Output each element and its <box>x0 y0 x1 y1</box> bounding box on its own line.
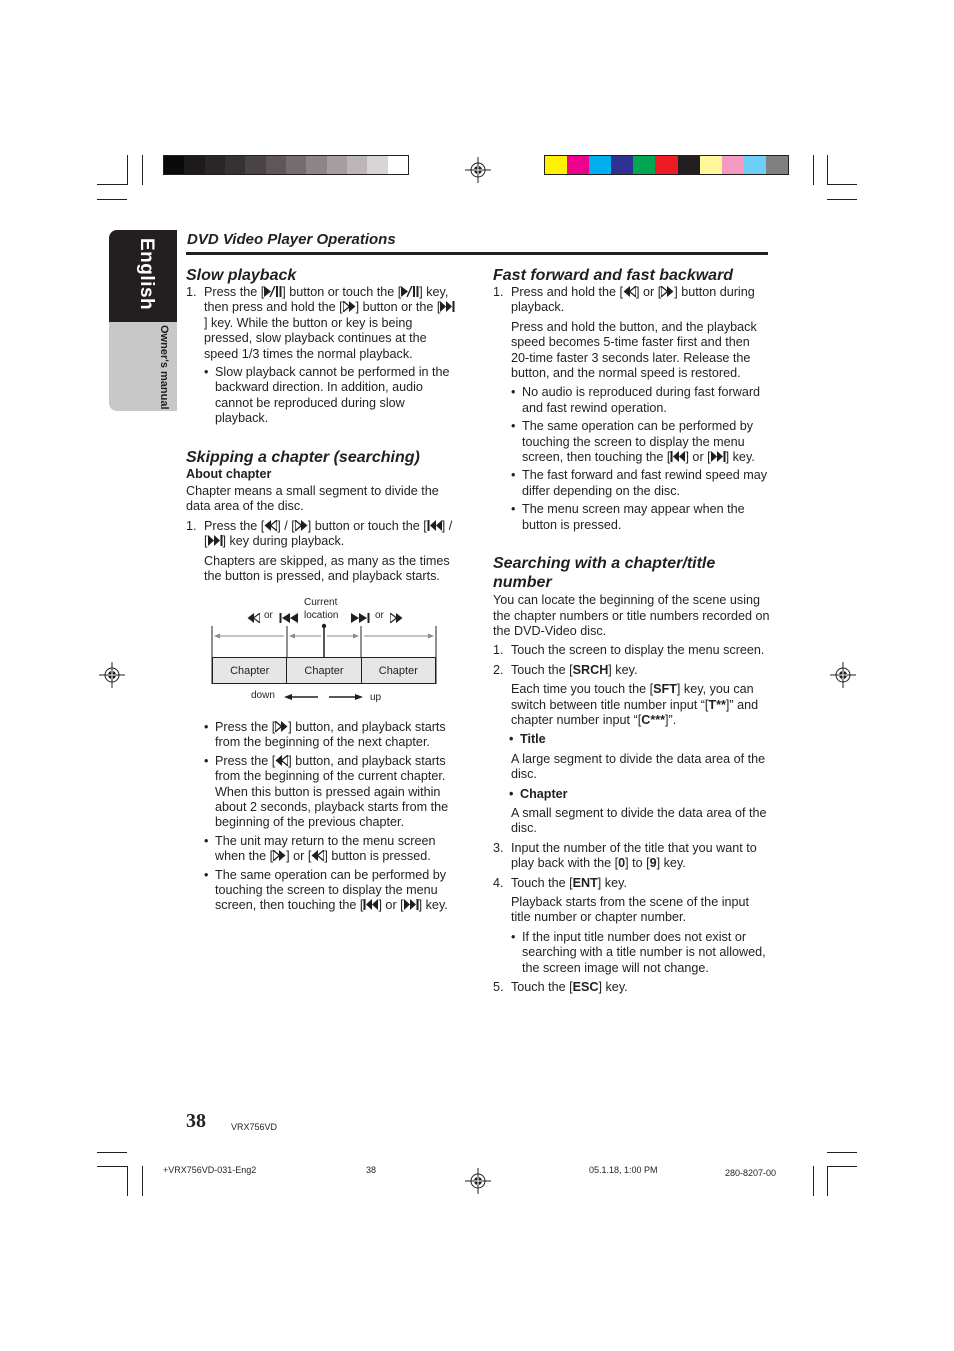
chapter-definition-label: • Chapter <box>511 787 771 802</box>
color-calibration-bar <box>544 155 789 175</box>
fast-forward-bullet-audio: • No audio is reproduced during fast forward and fast rewind operation. <box>511 385 771 416</box>
skipping-bullet-next: • Press the [ ] button, and playback starts from the beginning of the next chapter. <box>204 720 458 751</box>
skip-next-icon <box>404 899 419 910</box>
play-pause-key-icon <box>401 286 419 297</box>
rewind-icon <box>623 286 636 297</box>
color-swatch <box>678 156 700 174</box>
fast-forward-icon <box>661 286 674 297</box>
tab-section-label: Owner's manual <box>158 325 170 410</box>
fast-forward-step-1: 1. Press and hold the [ ] or [ ] button during playback. <box>493 285 755 315</box>
color-swatch <box>633 156 655 174</box>
searching-step-4-note: Playback starts from the scene of the input title number or chapter number. <box>511 895 750 925</box>
skipping-bullet-current: • Press the [ ] button, and playback starts from the beginning of the current chapter. When this button is pressed again within about 2 seconds, playback starts from the beginning of the previous chapter. <box>204 754 458 831</box>
slow-playback-note: • Slow playback cannot be performed in the backward direction. In addition, audio cannot be reproduced during slow playback. <box>204 365 458 427</box>
page-header-title: DVD Video Player Operations <box>187 231 396 248</box>
diagram-down-label: down <box>251 690 275 701</box>
rewind-icon <box>264 520 277 531</box>
skipping-bullet-menu: • The unit may return to the menu screen when the [ ] or [ ] button is pressed. <box>204 834 458 865</box>
searching-step-3: 3. Input the number of the title that you want to play back with the [0] to [9] key. <box>493 840 757 871</box>
color-swatch <box>327 156 347 174</box>
chapter-diagram <box>200 596 450 706</box>
searching-step-2-note: Each time you touch the [SFT] key, you can switch between title number input “[T**]” and chapter number input “[C***]”. <box>511 682 759 727</box>
color-swatch <box>205 156 225 174</box>
fast-forward-icon <box>275 721 288 732</box>
searching-step-4-bullet: • If the input title number does not exist or searching with a title number is not allowed, the screen image will not change. <box>511 930 771 976</box>
color-swatch <box>388 156 408 174</box>
color-swatch <box>164 156 184 174</box>
section-title-searching: Searching with a chapter/title number <box>493 555 716 592</box>
searching-step-4: 4. Touch the [ENT] key. <box>493 875 627 890</box>
skipping-bullets <box>204 720 458 914</box>
fast-forward-icon <box>273 850 286 861</box>
color-swatch <box>700 156 722 174</box>
grayscale-calibration-bar <box>163 155 409 175</box>
header-rule <box>186 252 768 255</box>
skipping-step-1-note: Chapters are skipped, as many as the times the button is pressed, and playback starts. <box>204 553 450 584</box>
chapter-cell: Chapter <box>213 658 287 683</box>
fast-forward-step-1-note: Press and hold the button, and the playback speed becomes 5-time faster first and then 20-time faster 3 seconds later. Release the button, and the normal speed is restored. <box>511 319 757 381</box>
fast-forward-icon <box>295 520 308 531</box>
registration-target-icon <box>830 662 856 688</box>
right-column <box>493 266 771 995</box>
searching-step-5: 5. Touch the [ESC] key. <box>493 980 628 995</box>
diagram-current-label-1: Current <box>304 597 338 608</box>
about-chapter-text: Chapter means a small segment to divide the data area of the disc. <box>186 484 439 514</box>
skip-next-icon <box>440 301 455 312</box>
color-swatch <box>766 156 788 174</box>
rewind-icon <box>311 850 324 861</box>
about-chapter-label: About chapter <box>186 466 272 481</box>
color-swatch <box>567 156 589 174</box>
color-swatch <box>545 156 567 174</box>
page-number: 38 <box>186 1110 206 1132</box>
language-tab <box>109 230 177 411</box>
searching-intro: You can locate the beginning of the scene using the chapter numbers or title numbers recorded on the DVD-Video disc. <box>493 593 770 638</box>
title-definition-label: • Title <box>511 732 771 747</box>
color-swatch <box>722 156 744 174</box>
skip-next-icon <box>711 451 726 462</box>
fast-forward-bullet-touch: • The same operation can be performed by touching the screen to display the menu screen, then touching the [ ] or [ ] key. <box>511 419 771 465</box>
rewind-icon <box>275 755 288 766</box>
skip-previous-icon <box>670 451 685 462</box>
diagram-or-left: or <box>264 610 273 621</box>
searching-step-2: 2. Touch the [SRCH] key. <box>493 662 638 677</box>
chapter-cell: Chapter <box>287 658 361 683</box>
slow-playback-step-1: 1. Press the [ ] button or touch the [ ] key, then press and hold the [ ] button or the [] key. While the button or key is being pressed, slow playback continues at the speed 1/3 times the normal playback. <box>186 285 458 362</box>
section-title-fast-forward: Fast forward and fast backward <box>493 267 734 284</box>
color-swatch <box>225 156 245 174</box>
footer-file: +VRX756VD-031-Eng2 <box>163 1165 257 1175</box>
skipping-step-1: 1. Press the [ ] / [ ] button or touch the [ ] / [ ] key during playback. <box>186 518 453 549</box>
play-pause-icon <box>264 286 282 297</box>
footer-timestamp: 05.1.18, 1:00 PM <box>589 1165 658 1175</box>
chapter-definition-text: A small segment to divide the data area of the disc. <box>511 805 767 836</box>
skip-previous-icon <box>427 520 442 531</box>
color-swatch <box>655 156 677 174</box>
section-title-skipping: Skipping a chapter (searching) <box>186 448 420 466</box>
skipping-bullet-touch: • The same operation can be performed by touching the screen to display the menu screen, then touching the [ ] or [ ] key. <box>204 868 458 914</box>
color-swatch <box>744 156 766 174</box>
diagram-or-right: or <box>375 610 384 621</box>
footer-model: VRX756VD <box>231 1122 278 1132</box>
chapter-strip <box>212 657 436 684</box>
color-swatch <box>589 156 611 174</box>
registration-target-icon <box>99 662 125 688</box>
fast-forward-bullet-speed: • The fast forward and fast rewind speed may differ depending on the disc. <box>511 468 771 499</box>
srch-key-label: SRCH <box>572 662 609 677</box>
footer-part-number: 280-8207-00 <box>725 1168 777 1178</box>
left-column <box>186 266 458 585</box>
registration-target-icon <box>465 1168 491 1194</box>
color-swatch <box>184 156 204 174</box>
section-title-slow-playback: Slow playback <box>186 267 297 284</box>
diagram-current-label-2: location <box>304 610 339 621</box>
searching-step-1: 1. Touch the screen to display the menu screen. <box>493 643 765 658</box>
tab-language-label: English <box>136 238 157 311</box>
skip-previous-icon <box>363 899 378 910</box>
diagram-lines <box>200 596 450 706</box>
color-swatch <box>306 156 326 174</box>
registration-target-icon <box>465 157 491 183</box>
title-definition-text: A large segment to divide the data area of the disc. <box>511 751 766 782</box>
fast-forward-bullet-menu: • The menu screen may appear when the button is pressed. <box>511 502 771 533</box>
chapter-cell: Chapter <box>378 664 418 677</box>
color-swatch <box>347 156 367 174</box>
color-swatch <box>245 156 265 174</box>
diagram-up-label: up <box>370 692 382 703</box>
footer-sheet: 38 <box>366 1165 377 1175</box>
color-swatch <box>286 156 306 174</box>
skip-next-icon <box>208 535 223 546</box>
fast-forward-icon <box>343 301 356 312</box>
color-swatch <box>611 156 633 174</box>
color-swatch <box>266 156 286 174</box>
color-swatch <box>367 156 387 174</box>
